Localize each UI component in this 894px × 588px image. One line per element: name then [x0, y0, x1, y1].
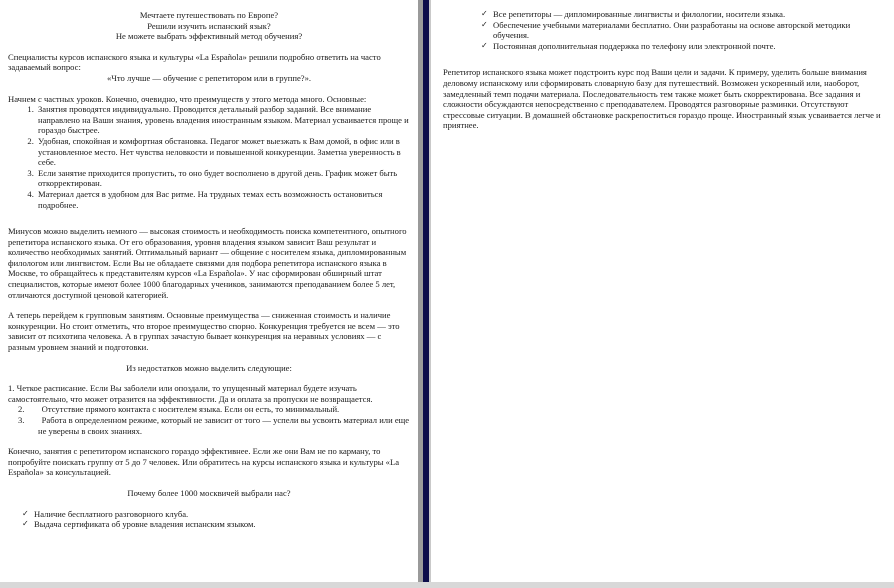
- list-item: [8, 415, 410, 436]
- document-page-left: [0, 0, 418, 588]
- group-paragraph: А теперь перейдем к групповым занятиям. Основные преимущества — сниженная стоимость и наличие конкуренции. Но стоит отметить, что второе преимущество спорно. Конкуренция требуется не всем — это зависит от психотипа человека. А в группах зачастую бывает конкуренция на неравных условиях — с разным уровнем знаний и подготовки.: [8, 310, 400, 353]
- header-block: [8, 10, 410, 42]
- private-lessons-intro: Начнем с частных уроков. Конечно, очевидно, что преимуществ у этого метода много. Основные:: [8, 93, 367, 104]
- document-page-right: [431, 0, 894, 588]
- list-item: 3. Если занятие приходится пропустить, то оно будет восполнено в другой день. График может быть откорректирован.: [36, 168, 410, 189]
- list-item: ✓ Постоянная дополнительная поддержка по телефону или электронной почте.: [481, 40, 776, 51]
- private-pros-list: [8, 104, 410, 210]
- disadvantages-title: Из недостатков можно выделить следующие:: [126, 362, 292, 373]
- checkmark-icon: ✓: [481, 9, 488, 18]
- list-item: ✓ Наличие бесплатного разговорного клуба.: [22, 508, 189, 519]
- list-item: ✓ Выдача сертификата об уровне владения испанским языком.: [22, 519, 256, 530]
- item-text: Четкое расписание. Если Вы заболели или опоздали, то упущенный материал будете изучать самостоятельно, что может отразится на эффективности. Да и оплата за пропуски не возвращается.: [8, 383, 373, 404]
- item-number: 2.: [18, 404, 25, 415]
- checkmark-icon: ✓: [22, 519, 29, 529]
- header-line: Мечтаете путешествовать по Европе?: [139, 10, 279, 20]
- item-text: Работа в определенном режиме, который не зависит от того — успели вы усвоить материал или еще не уверены в своих знаниях.: [38, 415, 410, 436]
- cons-paragraph: Минусов можно выделить немного — высокая стоимость и необходимость поиска компетентного, опытного репетитора испанского языка. От его образования, уровня владения языком зависит Ваш результат и количество необходимых занятий. Оптимальный вариант — общение с носителем языка, дипломированным филологом или лингвистом. Если Вы не обладаете связями для подбора репетитора испанского языка в Москве, то обращайтесь к представителям курсов «La Española». У нас сформирован обширный штат специалистов, которые имеют более 1000 благодарных учеников, занимаются преподаванием более 5 лет, отличаются доступной ценовой категорией.: [8, 226, 407, 300]
- header-line: Не можете выбрать эффективный метод обучения?: [115, 31, 303, 42]
- list-item: 2. Удобная, спокойная и комфортная обстановка. Педагог может выезжать к Вам домой, в офис или в установленное место. Нет чувства неловкости и повышенной конкуренции. Заметна уверенность в себе.: [36, 136, 410, 168]
- closing-paragraph: Репетитор испанского языка может подстроить курс под Ваши цели и задачи. К примеру, уделить больше внимания деловому испанскому или сформировать словарную базу для путешествий. Возможен ускоренный или, наоборот, замедленный темп подачи материала. Последовательность тем также может быть скорректирована. Все задания и сложности обсуждаются непосредственно с преподавателем. Проводятся разговорные разминки. Отсутствуют стрессовые ситуации. В домашней обстановке раскрепоститься гораздо проще. Иностранный язык усваивается легче и приятнее.: [443, 67, 881, 131]
- checkmark-icon: ✓: [22, 508, 29, 518]
- list-item: 1. Занятия проводятся индивидуально. Проводится детальный разбор заданий. Все внимание направлено на Ваши знания, уровень владения иностранным языком. Материал усваивается проще и гораздо быстрее.: [36, 104, 410, 136]
- list-item: [8, 383, 410, 404]
- checkmark-icon: ✓: [481, 40, 488, 50]
- list-item: 4. Материал дается в удобном для Вас ритме. На трудных темах есть возможность остановиться подробнее.: [36, 189, 410, 210]
- list-item: ✓ Все репетиторы — дипломированные лингвисты и филологии, носители языка.: [481, 9, 786, 19]
- why-us-title: Почему более 1000 москвичей выбрали нас?: [127, 487, 291, 498]
- item-text: Отсутствие прямого контакта с носителем языка. Если он есть, то минимальный.: [41, 404, 340, 415]
- status-strip: [0, 582, 894, 588]
- item-number: 3.: [18, 415, 25, 425]
- page-separator: [423, 0, 429, 588]
- item-number: 1.: [8, 383, 15, 394]
- conclusion-paragraph: Конечно, занятия с репетитором испанского гораздо эффективнее. Если же они Вам не по карману, то попробуйте поискать группу от 5 до 7 человек. Или обратитесь на курсы испанского языка и культуры «La Española» за консультацией.: [8, 446, 400, 478]
- intro-paragraph: Специалисты курсов испанского языка и культуры «La Española» решили подробно ответить на часто задаваемый вопрос:: [8, 51, 381, 73]
- why-us-list-continued: [481, 9, 884, 51]
- disadvantages-list: [8, 383, 410, 436]
- list-item: ✓ Обеспечение учебными материалами бесплатно. Они разработаны на основе авторской методики обучения.: [481, 19, 851, 41]
- why-us-list: [8, 509, 410, 530]
- question-line: «Что лучше — обучение с репетитором или в группе?».: [106, 72, 312, 83]
- header-line: Решили изучить испанский язык?: [147, 20, 271, 31]
- list-item: [8, 404, 410, 415]
- checkmark-icon: ✓: [481, 19, 488, 29]
